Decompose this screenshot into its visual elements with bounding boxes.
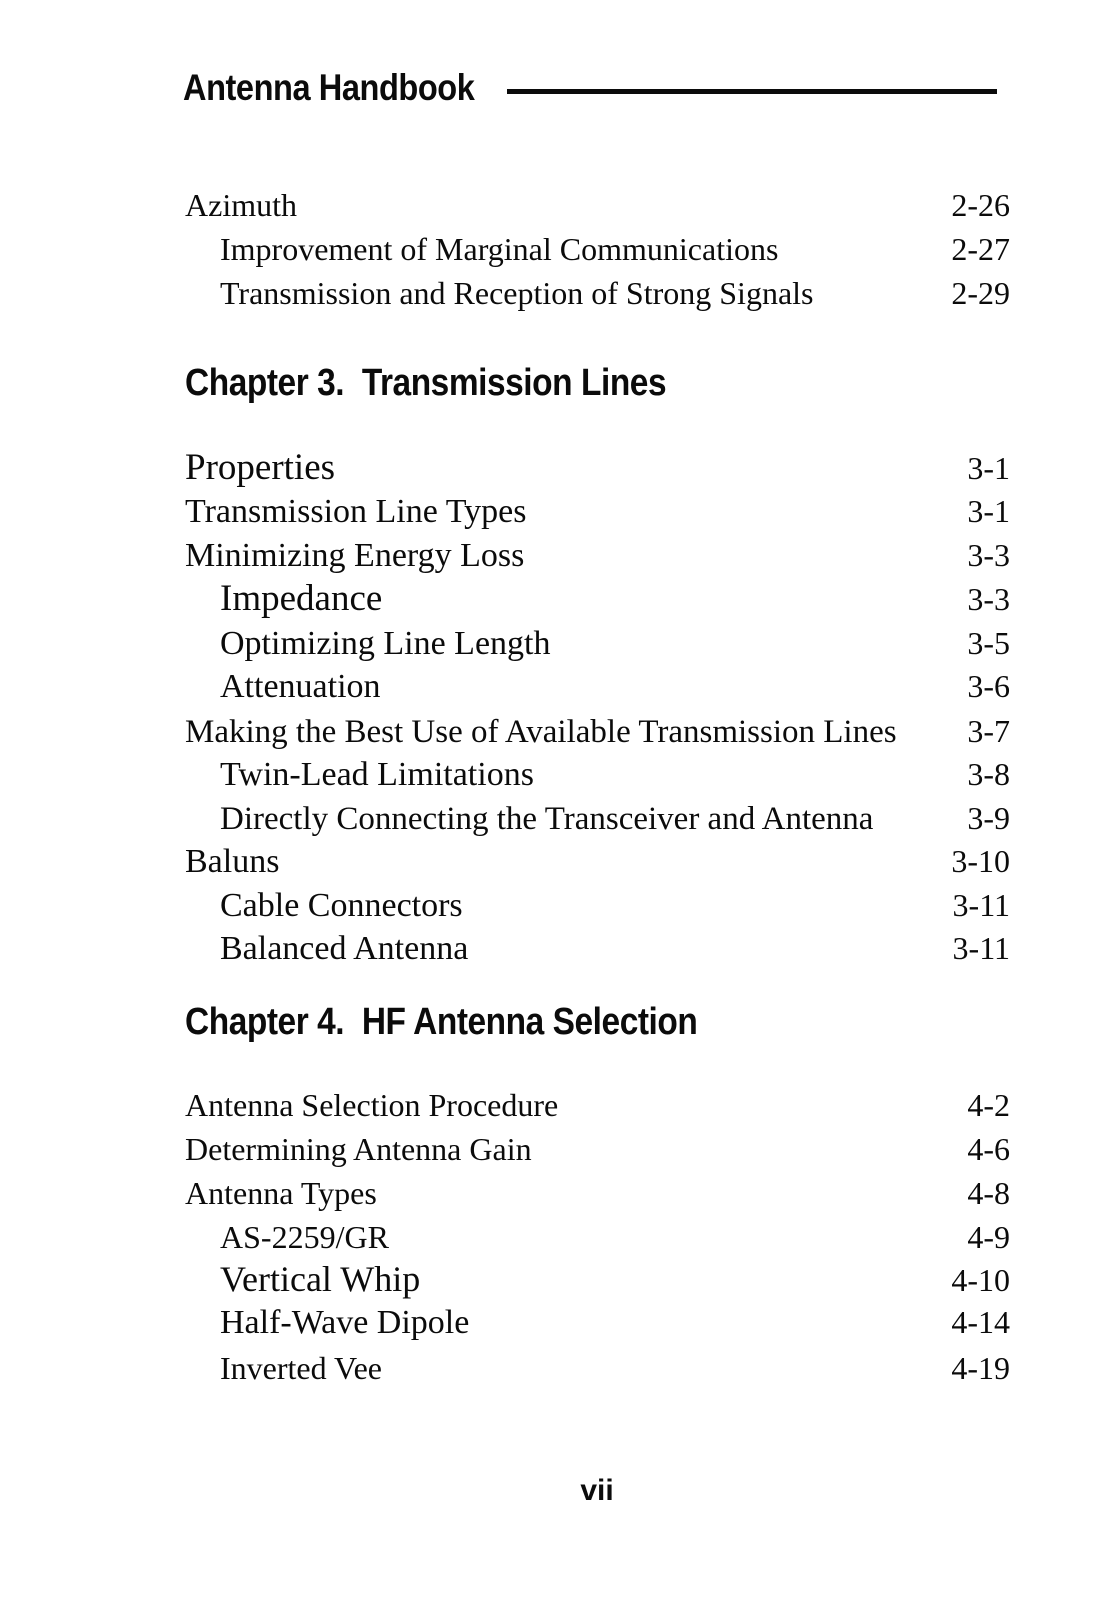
toc-entry-label: Cable Connectors [220, 887, 463, 924]
toc-entry-label: Impedance [220, 578, 383, 619]
toc-row [185, 233, 1010, 265]
toc-entry-page-number: 4-2 [967, 1087, 1010, 1123]
toc-row [185, 580, 1010, 617]
chapter-heading: Chapter 3. Transmission Lines [185, 362, 667, 404]
page-title: Antenna Handbook [183, 67, 475, 108]
toc-entry-label: Directly Connecting the Transceiver and Antenna [220, 801, 874, 837]
toc-row [185, 1221, 1010, 1253]
toc-entry-page-number: 3-3 [967, 537, 1010, 573]
toc-entry-page-number: 4-9 [967, 1219, 1010, 1255]
toc-entry-label: Half-Wave Dipole [220, 1304, 470, 1341]
chapter-heading: Chapter 4. HF Antenna Selection [185, 1001, 698, 1043]
toc-row [185, 1352, 1010, 1384]
toc-entry-page-number: 3-11 [952, 930, 1010, 966]
toc-entry-label: Determining Antenna Gain [185, 1131, 532, 1167]
toc-entry-label: Making the Best Use of Available Transmission Lines [185, 714, 897, 750]
toc-entry-label: AS-2259/GR [220, 1219, 389, 1255]
toc-row [185, 1306, 1010, 1340]
toc-entry-page-number: 3-9 [967, 800, 1010, 836]
toc-entry-label: Minimizing Energy Loss [185, 537, 525, 574]
toc-row [185, 1261, 1010, 1297]
toc-entry-label: Antenna Selection Procedure [185, 1087, 559, 1123]
toc-row [185, 715, 1010, 749]
toc-row [185, 802, 1010, 836]
toc-entry-page-number: 3-11 [952, 887, 1010, 923]
toc-entry-label: Antenna Types [185, 1175, 377, 1211]
toc-entry-page-number: 2-27 [951, 231, 1010, 267]
toc-row [185, 758, 1010, 792]
toc-entry-page-number: 3-6 [967, 668, 1010, 704]
toc-entry-page-number: 3-1 [967, 450, 1010, 486]
toc-entry-page-number: 4-6 [967, 1131, 1010, 1167]
toc-row [185, 670, 1010, 704]
toc-entry-label: Optimizing Line Length [220, 625, 551, 662]
toc-row [185, 889, 1010, 923]
toc-entry-label: Baluns [185, 843, 280, 880]
toc-entry-page-number: 3-10 [951, 843, 1010, 879]
toc-entry-label: Balanced Antenna [220, 930, 469, 967]
toc-entry-label: Properties [185, 447, 336, 488]
toc-entry-page-number: 2-26 [951, 187, 1010, 223]
toc-row [185, 627, 1010, 661]
header-rule [507, 89, 997, 94]
toc-entry-page-number: 4-14 [951, 1304, 1010, 1340]
toc-row [185, 1089, 1010, 1121]
page-number-footer: vii [580, 1474, 614, 1507]
toc-entry-page-number: 4-19 [951, 1350, 1010, 1386]
toc-entry-page-number: 2-29 [951, 275, 1010, 311]
toc-row [185, 539, 1010, 573]
toc-entry-label: Transmission Line Types [185, 493, 527, 530]
toc-entry-label: Inverted Vee [220, 1350, 382, 1386]
toc-entry-page-number: 3-5 [967, 625, 1010, 661]
toc-row [185, 932, 1010, 966]
toc-entry-label: Azimuth [185, 187, 297, 223]
toc-entry-page-number: 3-1 [967, 493, 1010, 529]
toc-entry-page-number: 3-3 [967, 581, 1010, 617]
toc-row [185, 277, 1010, 309]
toc-row [185, 845, 1010, 879]
toc-entry-page-number: 3-8 [967, 756, 1010, 792]
toc-row [185, 189, 1010, 221]
toc-row [185, 449, 1010, 486]
toc-entry-label: Twin-Lead Limitations [220, 756, 534, 793]
toc-entry-label: Attenuation [220, 668, 381, 705]
toc-entry-label: Vertical Whip [220, 1259, 421, 1299]
toc-row [185, 1133, 1010, 1165]
toc-entry-label: Transmission and Reception of Strong Signals [220, 275, 814, 311]
toc-entry-label: Improvement of Marginal Communications [220, 231, 779, 267]
toc-entry-page-number: 4-10 [951, 1262, 1010, 1298]
toc-row [185, 495, 1010, 529]
toc-row [185, 1177, 1010, 1209]
toc-entry-page-number: 4-8 [967, 1175, 1010, 1211]
toc-entry-page-number: 3-7 [967, 713, 1010, 749]
